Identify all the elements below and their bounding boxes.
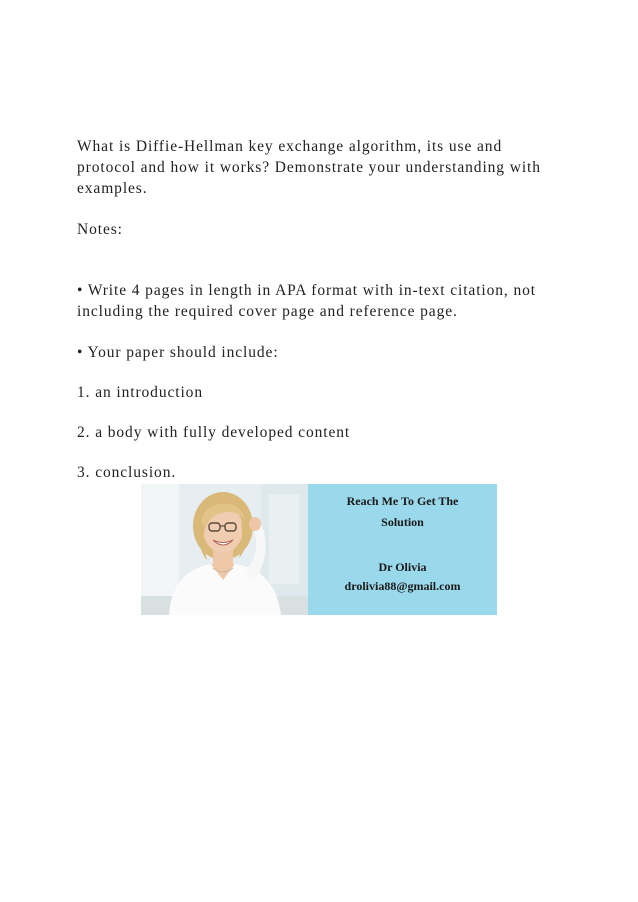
list-item-conclusion: 3. conclusion. (77, 464, 177, 481)
requirement-bullet-length: • Write 4 pages in length in APA format with in-text citation, not including the required cover page and reference page. (77, 282, 536, 320)
contact-email: drolivia88@gmail.com (344, 579, 461, 593)
document-body (77, 136, 547, 483)
list-item-introduction: 1. an introduction (77, 384, 203, 401)
notes-heading: Notes: (77, 221, 123, 238)
question-paragraph: What is Diffie-Hellman key exchange algorithm, its use and protocol and how it works? Demonstrate your understanding with examples. (77, 138, 541, 197)
contact-headline: Reach Me To Get The (346, 494, 459, 508)
woman-photo (141, 484, 308, 615)
contact-panel (308, 484, 497, 615)
woman-illustration (141, 484, 308, 615)
contact-headline-solution: Solution (381, 515, 424, 529)
list-item-body: 2. a body with fully developed content (77, 424, 351, 441)
requirement-bullet-include: • Your paper should include: (77, 344, 279, 361)
contact-banner (141, 484, 497, 615)
contact-name: Dr Olivia (378, 560, 427, 574)
